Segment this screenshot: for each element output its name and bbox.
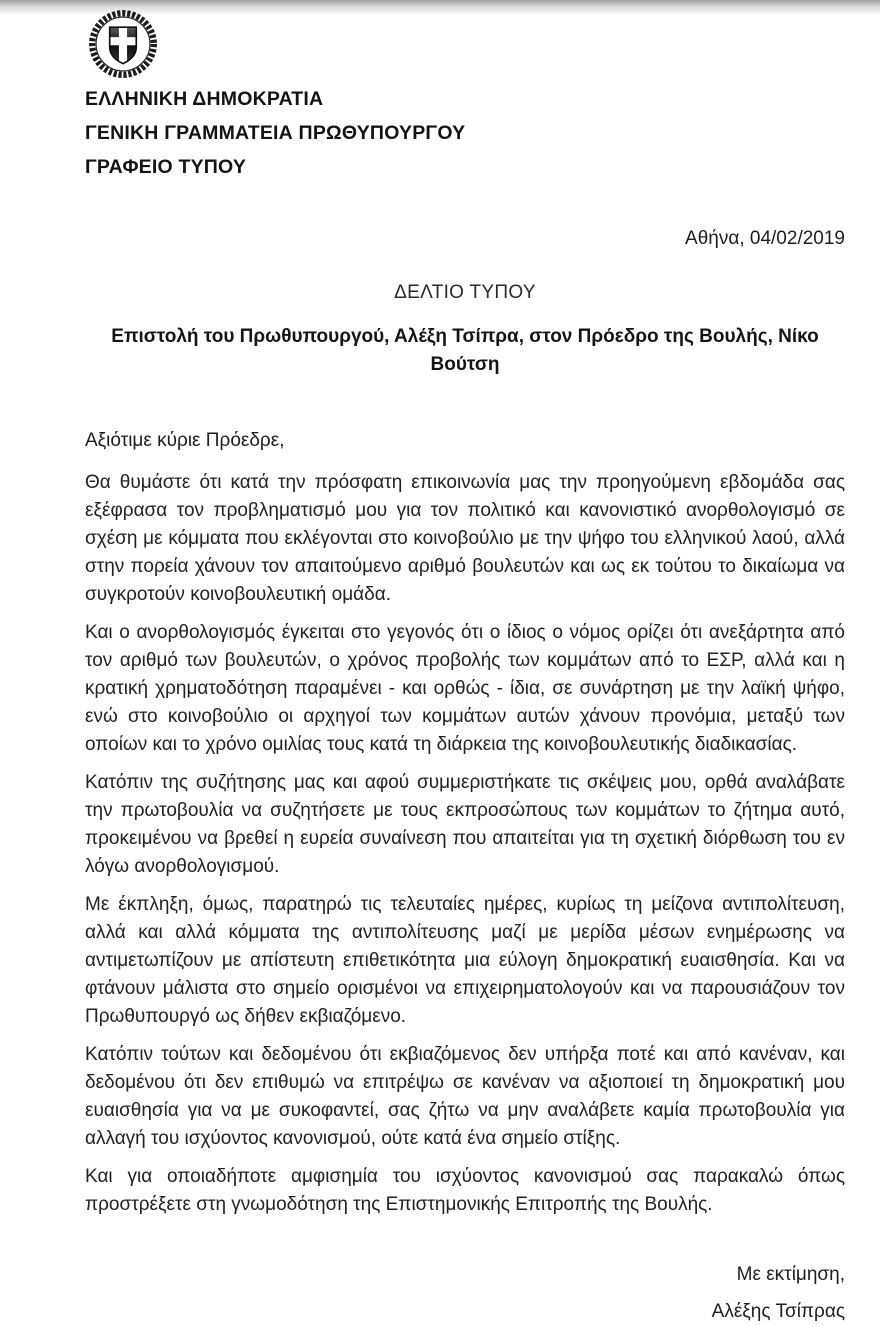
org-line-republic: ΕΛΛΗΝΙΚΗ ΔΗΜΟΚΡΑΤΙΑ [85, 88, 324, 110]
signature-name: Αλέξης Τσίπρας [711, 1301, 845, 1322]
closing-valediction: Με εκτίμηση, [736, 1264, 845, 1285]
letter-content [85, 0, 845, 1326]
body-paragraph-6: Και για οποιαδήποτε αμφισημία του ισχύοντος κανονισμού σας παρακαλώ όπως προστρέξετε στη γνωμοδότηση της Επιστημονικής Επιτροπής της Βουλής. [85, 1166, 845, 1215]
org-line-press-office: ΓΡΑΦΕΙΟ ΤΥΠΟΥ [85, 156, 247, 178]
body-paragraph-5: Κατόπιν τούτων και δεδομένου ότι εκβιαζόμενος δεν υπήρξα ποτέ και από κανέναν, και δεδομένου ότι δεν επιθυμώ να επιτρέψω σε κανέναν να αξιοποιεί τη δημοκρατική μου ευαισθησία για να με συκοφαντεί, σας ζήτω να μην αναλάβετε καμία πρωτοβουλία για αλλαγή του ισχύοντος κανονισμού, ούτε κατά ένα σημείο στίξης. [85, 1044, 845, 1149]
dateline: Αθήνα, 04/02/2019 [685, 228, 845, 249]
body-paragraph-3: Κατόπιν της συζήτησης μας και αφού συμμεριστήκατε τις σκέψεις μου, ορθά αναλάβατε την πρωτοβουλία να συζητήσετε με τους εκπροσώπους των κομμάτων το ζήτημα αυτό, προκειμένου να βρεθεί η ευρεία συναίνεση που απαιτείται για τη σχετική διόρθωση του εν λόγω ανορθολογισμού. [85, 772, 845, 877]
body-paragraph-2: Και ο ανορθολογισμός έγκειται στο γεγονός ότι ο ίδιος ο νόμος ορίζει ότι ανεξάρτητα από τον αριθμό των βουλευτών, ο χρόνος προβολής των κομμάτων από το ΕΣΡ, αλλά και η κρατική χρηματοδότηση παραμένει - και ορθώς - ίδια, σε συνάρτηση με την λαϊκή ψήφο, ενώ στο κοινοβούλιο οι αρχηγοί των κομμάτων αυτών χάνουν προνόμια, μεταξύ των οποίων και το χρόνο ομιλίας τους κατά τη διάρκεια της κοινοβουλευτικής διαδικασίας. [85, 622, 845, 755]
hellenic-republic-emblem-icon [85, 9, 845, 79]
document-type-heading: ΔΕΛΤΙΟ ΤΥΠΟΥ [394, 282, 536, 303]
letter-title: Επιστολή του Πρωθυπουργού, Αλέξη Τσίπρα, στον Πρόεδρο της Βουλής, Νίκο Βούτση [111, 326, 819, 375]
letter-body [85, 469, 845, 1219]
org-line-secretariat: ΓΕΝΙΚΗ ΓΡΑΜΜΑΤΕΙΑ ΠΡΩΘΥΠΟΥΡΓΟΥ [85, 122, 466, 144]
salutation: Αξιότιμε κύριε Πρόεδρε, [85, 430, 285, 451]
body-paragraph-1: Θα θυμάστε ότι κατά την πρόσφατη επικοινωνία μας την προηγούμενη εβδομάδα σας εξέφρασα τον προβληματισμό μου για τον πολιτικό και κανονιστικό ανορθολογισμό σε σχέση με κόμματα που εκλέγονται στο κοινοβούλιο με την ψήφο του ελληνικού λαού, αλλά στην πορεία χάνουν τον απαιτούμενο αριθμό βουλευτών και ως εκ τούτου το δικαίωμα να συγκροτούν κοινοβουλευτική ομάδα. [85, 472, 845, 605]
masthead [85, 0, 845, 181]
body-paragraph-4: Με έκπληξη, όμως, παρατηρώ τις τελευταίες ημέρες, κυρίως τη μείζονα αντιπολίτευση, αλλά και αλλά κόμματα της αντιπολίτευσης μαζί με μερίδα μέσων ενημέρωσης να αντιμετωπίζουν με απίστευτη επιθετικότητα μια εύλογη δημοκρατική ευαισθησία. Και να φτάνουν μάλιστα στο σημείο ορισμένοι να επιχειρηματολογούν και να παρουσιάζουν τον Πρωθυπουργό ως δήθεν εκβιαζόμενο. [85, 894, 845, 1027]
